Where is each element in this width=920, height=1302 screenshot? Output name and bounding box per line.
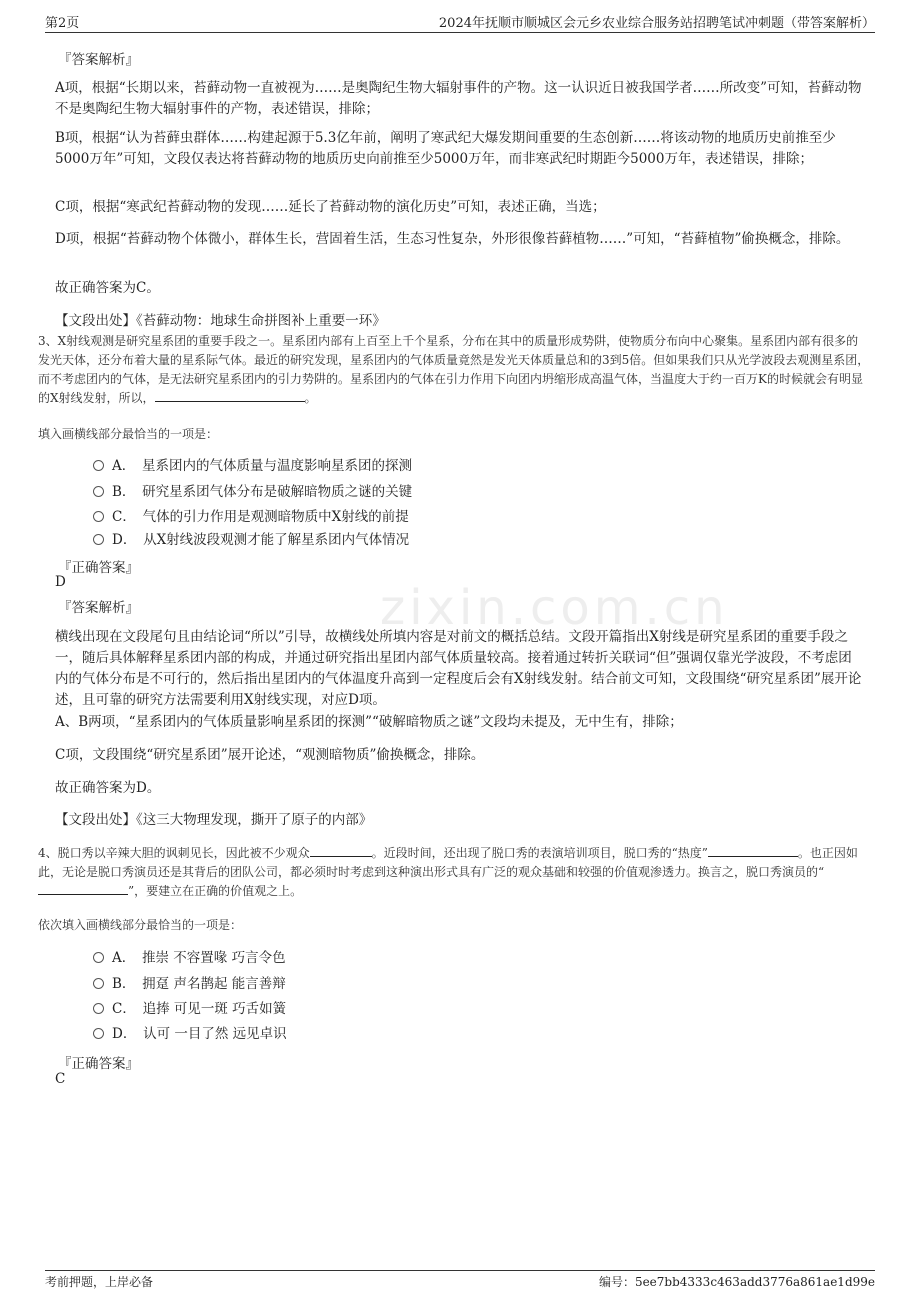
page-number: 第2页 xyxy=(45,16,80,31)
correct-answer-label: 『正确答案』 xyxy=(58,1056,139,1072)
analysis-label: 『答案解析』 xyxy=(58,52,139,68)
analysis-conclusion: 故正确答案为C。 xyxy=(55,280,160,296)
analysis-option-c: C项，文段围绕“研究星系团”展开论述，“观测暗物质”偷换概念，排除。 xyxy=(55,747,485,763)
radio-icon[interactable] xyxy=(93,1003,104,1014)
analysis-option-a: A项，根据“长期以来，苔藓动物一直被视为……是奥陶纪生物大辐射事件的产物。这一认识近日被我国学者……所改变”可知，苔藓动物不是奥陶纪生物大辐射事件的产物，表述错误，排除； xyxy=(55,80,862,117)
footer-slogan: 考前押题，上岸必备 xyxy=(45,1275,154,1289)
option-d[interactable]: D． 从X射线波段观测才能了解星系团内气体情况 xyxy=(93,530,409,550)
document-id: 编号：5ee7bb4333c463add3776a861ae1d99e xyxy=(598,1275,875,1289)
correct-answer: D xyxy=(55,574,66,590)
answer-blank xyxy=(38,882,128,895)
question-4-prompt: 依次填入画横线部分最恰当的一项是： xyxy=(38,918,243,932)
page-header xyxy=(45,12,875,33)
option-d[interactable]: D． 认可 一目了然 远见卓识 xyxy=(93,1024,287,1044)
analysis-option-b: B项，根据“认为苔藓虫群体……构建起源于5.3亿年前，阐明了寒武纪大爆发期间重要的生态创新……将该动物的地质历史前推至少5000万年”可知，文段仅表达将苔藓动物的地质历史向前推至少5000万年，而非寒武纪时期距今5000万年，表述错误，排除； xyxy=(55,130,836,167)
question-3-stem: 3、X射线观测是研究星系团的重要手段之一。星系团内部有上百至上千个星系，分布在其中的质量形成势阱，使物质分布向中心聚集。星系团内部有很多的发光天体，还分布着大量的星系际气体。最近的研究发现，星系团内的气体质量竟然是发光天体质量总和的3到5倍。但如果我们只从光学波段去观测星系团，而不考虑团内的气体，是无法研究星系团内的引力势阱的。星系团内的气体在引力作用下向团内坍缩形成高温气体，当温度大于约一百万K的时候就会有明显的X射线发射，所以， 。 xyxy=(38,334,870,405)
radio-icon[interactable] xyxy=(93,952,104,963)
analysis-option-ab: A、B两项，“星系团内的气体质量影响星系团的探测”“破解暗物质之谜”文段均未提及，无中生有，排除； xyxy=(55,714,683,730)
question-3-prompt: 填入画横线部分最恰当的一项是： xyxy=(38,427,219,441)
option-b[interactable]: B． 拥趸 声名鹊起 能言善辩 xyxy=(93,974,286,994)
radio-icon[interactable] xyxy=(93,978,104,989)
radio-icon[interactable] xyxy=(93,534,104,545)
radio-icon[interactable] xyxy=(93,486,104,497)
option-a[interactable]: A． 星系团内的气体质量与温度影响星系团的探测 xyxy=(93,456,412,476)
analysis-conclusion: 故正确答案为D。 xyxy=(55,780,161,796)
analysis-label: 『答案解析』 xyxy=(58,600,139,616)
option-c[interactable]: C． 追捧 可见一斑 巧舌如簧 xyxy=(93,999,286,1019)
radio-icon[interactable] xyxy=(93,1028,104,1039)
page-footer xyxy=(45,1270,875,1293)
question-4-stem: 4、脱口秀以辛辣大胆的讽刺见长，因此被不少观众 。近段时间，还出现了脱口秀的表演培训项目，脱口秀的“热度” 。也正因如此，无论是脱口秀演员还是其背后的团队公司，都必须时时考虑到这种演出形式具有广泛的观众基础和较强的价值观渗透力。换言之，脱口秀演员的“”，要建立在正确的价值观之上。 xyxy=(38,846,858,898)
answer-blank xyxy=(310,844,372,857)
analysis-main: 横线出现在文段尾句且由结论词“所以”引导，故横线处所填内容是对前文的概括总结。文段开篇指出X射线是研究星系团的重要手段之一，随后具体解释星系团内部的构成，并通过研究指出星团内部气体质量较高。接着通过转折关联词“但”强调仅靠光学波段，不考虑团内的气体分布是不可行的，然后指出星团内的气体温度升高到一定程度后会有X射线发射。结合前文可知，文段围绕“研究星系团”展开论述，且可靠的研究方法需要利用X射线实现，对应D项。 xyxy=(55,629,862,708)
analysis-option-c: C项，根据“寒武纪苔藓动物的发现……延长了苔藓动物的演化历史”可知，表述正确，当选； xyxy=(55,199,606,215)
source-citation: 【文段出处】《苔藓动物：地球生命拼图补上重要一环》 xyxy=(55,313,386,329)
correct-answer-label: 『正确答案』 xyxy=(58,560,139,576)
radio-icon[interactable] xyxy=(93,511,104,522)
source-citation: 【文段出处】《这三大物理发现，撕开了原子的内部》 xyxy=(55,812,373,828)
answer-blank xyxy=(155,389,305,402)
option-a[interactable]: A． 推崇 不容置喙 巧言令色 xyxy=(93,948,286,968)
option-c[interactable]: C． 气体的引力作用是观测暗物质中X射线的前提 xyxy=(93,507,409,527)
watermark: zixin.com.cn xyxy=(380,580,729,636)
document-title: 2024年抚顺市顺城区会元乡农业综合服务站招聘笔试冲刺题（带答案解析） xyxy=(438,16,875,31)
correct-answer: C xyxy=(55,1071,66,1087)
answer-blank xyxy=(708,844,798,857)
option-b[interactable]: B． 研究星系团气体分布是破解暗物质之谜的关键 xyxy=(93,482,412,502)
analysis-option-d: D项，根据“苔藓动物个体微小，群体生长，营固着生活，生态习性复杂，外形很像苔藓植物……”可知，“苔藓植物”偷换概念，排除。 xyxy=(55,231,850,247)
radio-icon[interactable] xyxy=(93,460,104,471)
